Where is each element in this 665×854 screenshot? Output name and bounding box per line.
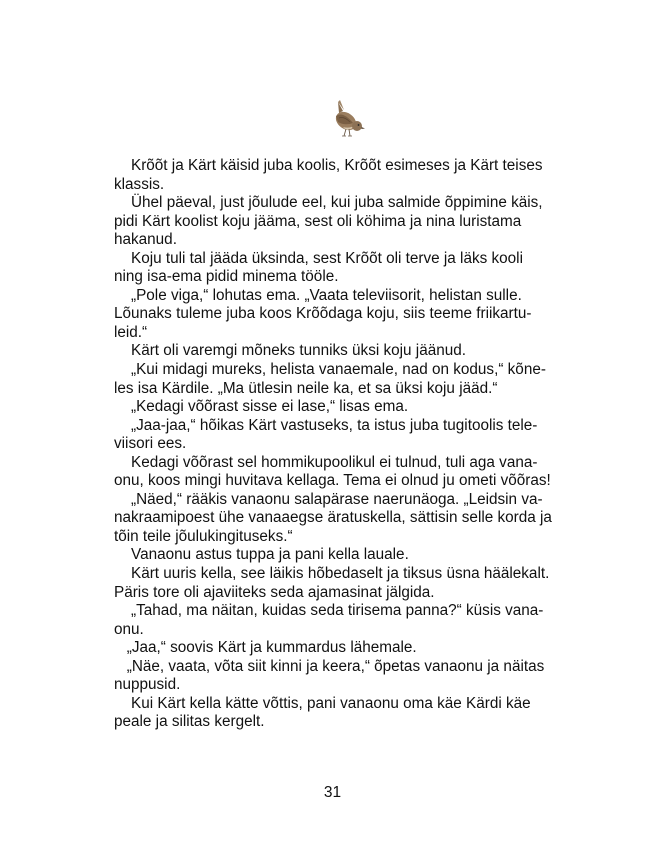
text-line: „Jaa-jaa,“ hõikas Kärt vastuseks, ta istus juba tugitoolis tele- bbox=[114, 416, 538, 434]
text-line: Kui Kärt kella kätte võttis, pani vanaonu oma käe Kärdi käe bbox=[114, 694, 531, 712]
text-line: „Näed,“ rääkis vanaonu salapärase naerunäoga. „Leidsin va- bbox=[114, 490, 543, 508]
text-line: pidi Kärt koolist koju jääma, sest oli köhima ja nina luristama bbox=[114, 212, 522, 230]
text-line: Päris tore oli ajaviiteks seda ajamasinat jälgida. bbox=[114, 583, 435, 601]
text-line: onu, koos mingi huvitava kellaga. Tema ei olnud ju ometi võõras! bbox=[114, 472, 551, 490]
text-line: les isa Kärdile. „Ma ütlesin neile ka, et sa üksi koju jääd.“ bbox=[114, 379, 498, 397]
text-line: nuppusid. bbox=[114, 676, 181, 694]
text-line: „Pole viga,“ lohutas ema. „Vaata televiisorit, helistan sulle. bbox=[114, 286, 522, 304]
text-line: viisori ees. bbox=[114, 435, 187, 453]
text-line: „Jaa,“ soovis Kärt ja kummardus lähemale. bbox=[114, 639, 417, 657]
text-line: onu. bbox=[114, 620, 144, 638]
text-line: Kedagi võõrast sel hommikupoolikul ei tulnud, tuli aga vana- bbox=[114, 453, 538, 471]
text-line: leid.“ bbox=[114, 323, 148, 341]
text-line: tõin teile jõulukingituseks.“ bbox=[114, 527, 293, 545]
text-line: Kärt uuris kella, see läikis hõbedaselt ja tiksus üsna häälekalt. bbox=[114, 565, 550, 583]
text-line: hakanud. bbox=[114, 231, 177, 249]
sparrow-icon bbox=[326, 96, 368, 140]
text-line: nakraamipoest ühe vanaaegse äratuskella, sättisin selle korda ja bbox=[114, 509, 552, 527]
text-line: klassis. bbox=[114, 175, 165, 193]
text-line: Krõõt ja Kärt käisid juba koolis, Krõõt esimeses ja Kärt teises bbox=[114, 157, 543, 174]
text-line: „Kui midagi mureks, helista vanaemale, nad on kodus,“ kõne- bbox=[114, 361, 546, 379]
text-line: Koju tuli tal jääda üksinda, sest Krõõt oli terve ja läks kooli bbox=[114, 249, 523, 267]
text-line: Ühel päeval, just jõulude eel, kui juba salmide õppimine käis, bbox=[114, 194, 543, 212]
text-line: Kärt oli varemgi mõneks tunniks üksi koju jäänud. bbox=[114, 342, 466, 360]
text-line: ning isa-ema pidid minema tööle. bbox=[114, 268, 339, 286]
text-line: peale ja silitas kergelt. bbox=[114, 713, 265, 731]
text-line: Vanaonu astus tuppa ja pani kella lauale. bbox=[114, 546, 409, 564]
text-line: „Näe, vaata, võta siit kinni ja keera,“ õpetas vanaonu ja näitas bbox=[114, 657, 545, 675]
text-line: „Tahad, ma näitan, kuidas seda tirisema panna?“ küsis vana- bbox=[114, 602, 544, 620]
story-text bbox=[114, 157, 574, 732]
page-number: 31 bbox=[323, 784, 342, 801]
text-line: Lõunaks tuleme juba koos Krõõdaga koju, siis teeme friikartu- bbox=[114, 305, 532, 323]
text-line: „Kedagi võõrast sisse ei lase,“ lisas ema. bbox=[114, 398, 409, 416]
